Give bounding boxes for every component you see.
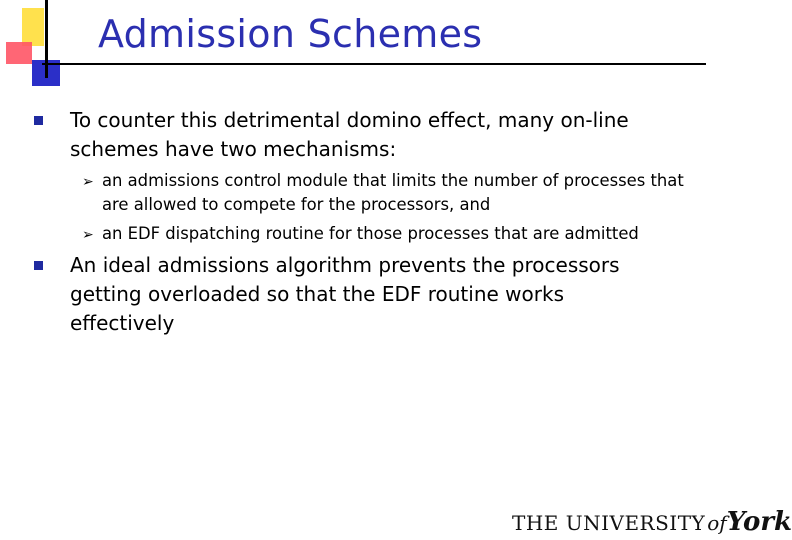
sub-bullet-1: an admissions control module that limits the number of processes that are allowed to compete for the processors, and — [102, 171, 684, 214]
bullet-2: An ideal admissions algorithm prevents the processors getting overloaded so that the EDF routine works effectively — [70, 253, 620, 335]
slide-title: Admission Schemes — [98, 12, 483, 56]
title-vertical-rule — [45, 0, 48, 78]
arrow-bullet-icon: ➢ — [82, 174, 94, 190]
decorative-square-red — [6, 42, 32, 64]
university-logo — [512, 507, 792, 537]
decorative-square-yellow — [22, 8, 44, 46]
logo-prefix: THE UNIVERSITY — [512, 511, 706, 535]
logo-of: of — [707, 511, 727, 535]
bullet-1: To counter this detrimental domino effect, many on-line schemes have two mechanisms: — [70, 108, 629, 161]
title-horizontal-rule — [42, 63, 706, 65]
arrow-bullet-icon: ➢ — [82, 227, 94, 243]
bullet-marker — [34, 261, 43, 270]
sub-bullet-2: an EDF dispatching routine for those processes that are admitted — [102, 224, 639, 243]
logo-name: York — [726, 507, 792, 537]
bullet-marker — [34, 116, 43, 125]
